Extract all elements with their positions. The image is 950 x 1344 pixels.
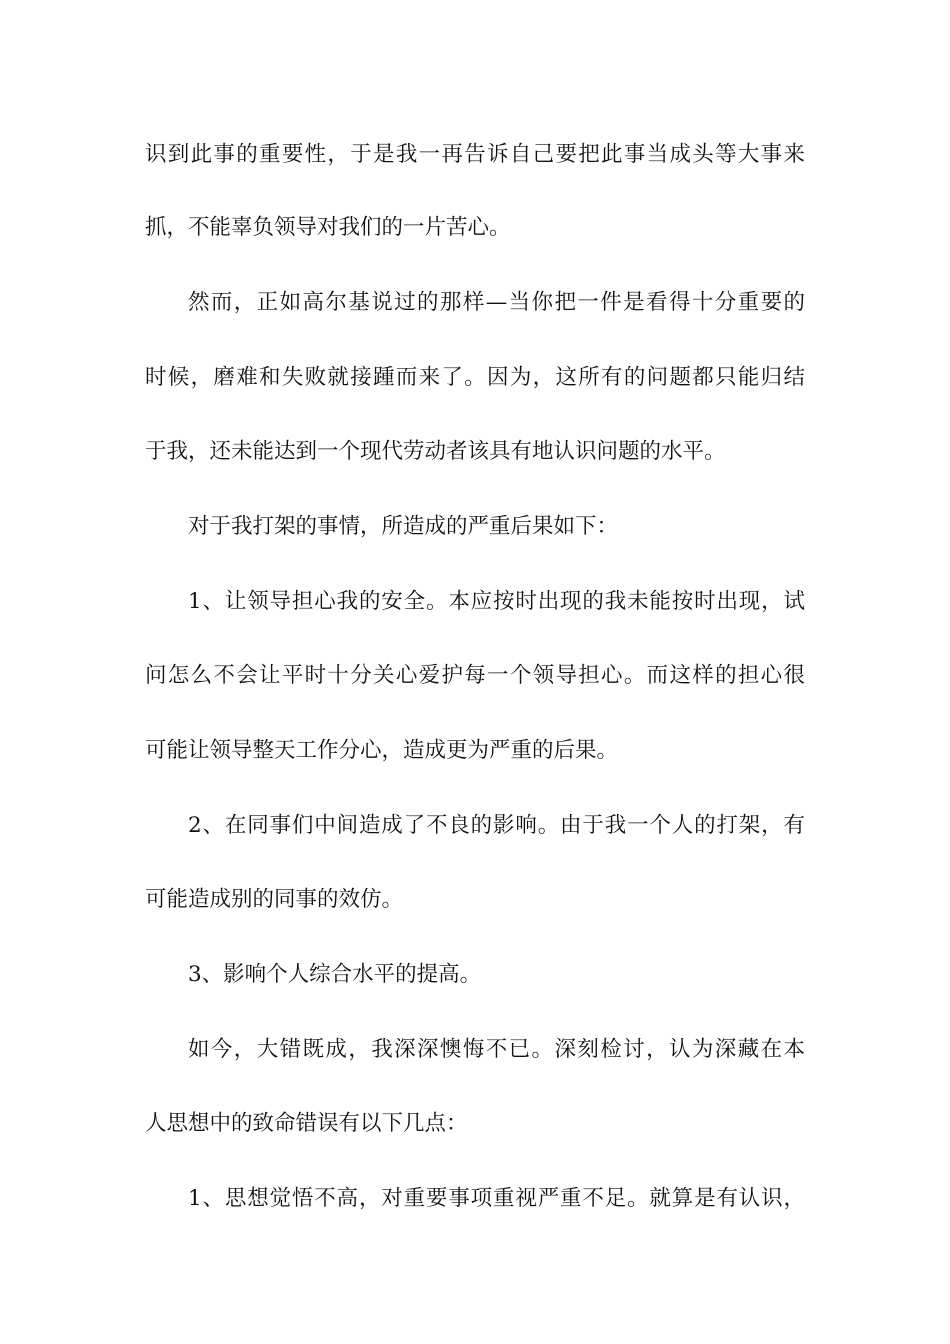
text-line: 时候，磨难和失败就接踵而来了。因为，这所有的问题都只能归结 <box>145 365 805 390</box>
list-item-first-line: 1、让领导担心我的安全。本应按时出现的我未能按时出现，试 <box>188 589 805 614</box>
text-line: 可能造成别的同事的效仿。 <box>145 887 404 912</box>
list-item-first-line: 3、影响个人综合水平的提高。 <box>188 962 482 987</box>
text-line: 识到此事的重要性，于是我一再告诉自己要把此事当成头等大事来 <box>145 142 805 167</box>
list-item-first-line: 2、在同事们中间造成了不良的影响。由于我一个人的打架，有 <box>188 813 805 838</box>
paragraph-first-line: 对于我打架的事情，所造成的严重后果如下： <box>188 514 619 539</box>
text-line: 问怎么不会让平时十分关心爱护每一个领导担心。而这样的担心很 <box>145 663 805 688</box>
list-item-first-line: 1、思想觉悟不高，对重要事项重视严重不足。就算是有认识， <box>188 1186 805 1211</box>
paragraph-first-line: 如今，大错既成，我深深懊悔不已。深刻检讨，认为深藏在本 <box>188 1037 805 1062</box>
text-line: 于我，还未能达到一个现代劳动者该具有地认识问题的水平。 <box>145 439 726 464</box>
text-line: 抓，不能辜负领导对我们的一片苦心。 <box>145 215 511 240</box>
text-line: 可能让领导整天工作分心，造成更为严重的后果。 <box>145 738 619 763</box>
text-line: 人思想中的致命错误有以下几点： <box>145 1111 468 1136</box>
paragraph-first-line: 然而，正如高尔基说过的那样—当你把一件是看得十分重要的 <box>188 290 805 315</box>
